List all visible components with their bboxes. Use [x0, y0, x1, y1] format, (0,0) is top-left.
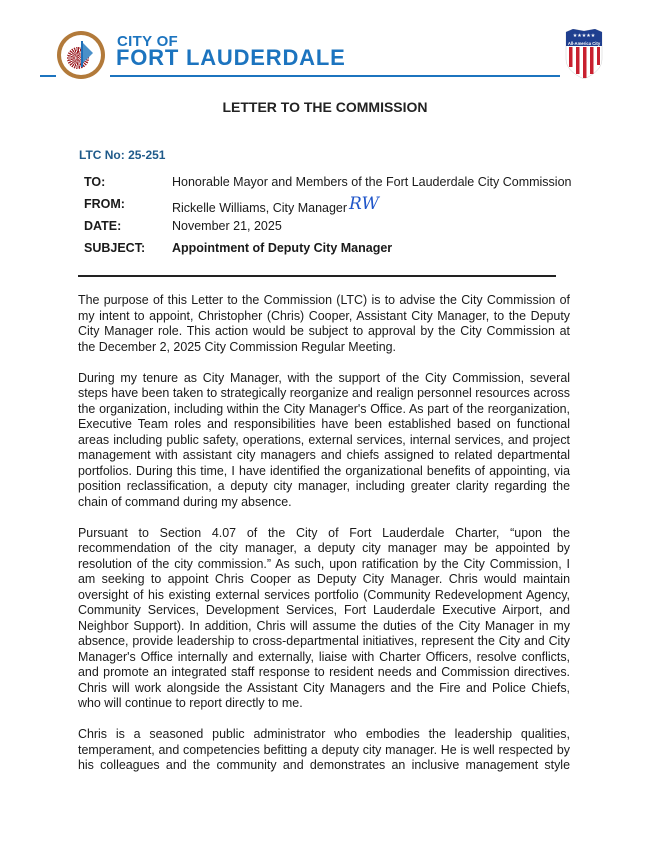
memo-label: FROM:: [84, 197, 125, 211]
svg-text:★★★★★: ★★★★★: [572, 33, 596, 39]
memo-value: Rickelle Williams, City Manager: [172, 201, 348, 215]
svg-text:All-America City: All-America City: [567, 41, 601, 46]
letterhead-rule: [110, 75, 560, 77]
memo-label: DATE:: [84, 219, 122, 233]
memo-value: Appointment of Deputy City Manager: [172, 241, 393, 255]
all-america-city-badge: [565, 29, 603, 79]
header-divider: [78, 275, 556, 277]
memo-label: TO:: [84, 175, 106, 189]
signature-initials: RW: [349, 194, 379, 214]
letter-body: [78, 293, 570, 789]
letterhead-city-of: CITY OF: [117, 33, 178, 50]
paragraph: Chris is a seasoned public administrator who embodies the leadership qualities, temperament, and competencies befitting a deputy city manager. He is well respected by his colleagues and the community and demonstrates an inclusive management style: [78, 727, 570, 772]
city-seal-logo: [57, 31, 105, 79]
memo-label: SUBJECT:: [84, 241, 146, 255]
paragraph: During my tenure as City Manager, with the support of the City Commission, several steps have been taken to strategically reorganize and realign personnel resources across the organization, including within the City Manager's Office. As part of the reorganization, Executive Team roles and responsibilities have been established based on functional areas including public safety, operations, external services, internal services, and project management with assistant city managers and chiefs assigned to related departmental portfolios. During this time, I have identified the organizational benefits of appointing, via position reclassification, a deputy city manager, including greater clarity regarding the chain of command during my absence.: [78, 370, 570, 509]
memo-value: November 21, 2025: [172, 219, 282, 233]
letterhead-rule-left: [40, 75, 56, 77]
memo-value: Honorable Mayor and Members of the Fort Lauderdale City Commission: [172, 175, 572, 189]
ltc-number: LTC No: 25-251: [79, 148, 166, 162]
paragraph: Pursuant to Section 4.07 of the City of Fort Lauderdale Charter, “upon the recommendation of the city manager, a deputy city manager may be appointed by resolution of the city commission.” As such, upon ratification by the City Commission, I am seeking to appoint Chris Cooper as Deputy City Manager. Chris would maintain oversight of his existing external services portfolio (Community Redevelopment Agency, Community Services, Development Services, Fort Lauderdale Executive Airport, and Neighbor Support). In addition, Chris will assume the duties of the City Manager in my absence, provide leadership to cross-departmental initiatives, represent the City and City Manager's Office internally and externally, liaise with Charter Officers, resolve conflicts, and promote an integrated staff response to resident needs and Commission directives. Chris will work alongside the Assistant City Managers and the Fire and Police Chiefs, who will continue to report directly to me.: [78, 525, 570, 710]
paragraph: The purpose of this Letter to the Commission (LTC) is to advise the City Commission of my intent to appoint, Christopher (Chris) Cooper, Assistant City Manager, to the Deputy City Manager role. This action would be subject to approval by the City Commission at the December 2, 2025 City Commission Regular Meeting.: [78, 293, 570, 354]
document-title: LETTER TO THE COMMISSION: [222, 99, 428, 115]
letterhead-city-name: FORT LAUDERDALE: [116, 45, 346, 70]
